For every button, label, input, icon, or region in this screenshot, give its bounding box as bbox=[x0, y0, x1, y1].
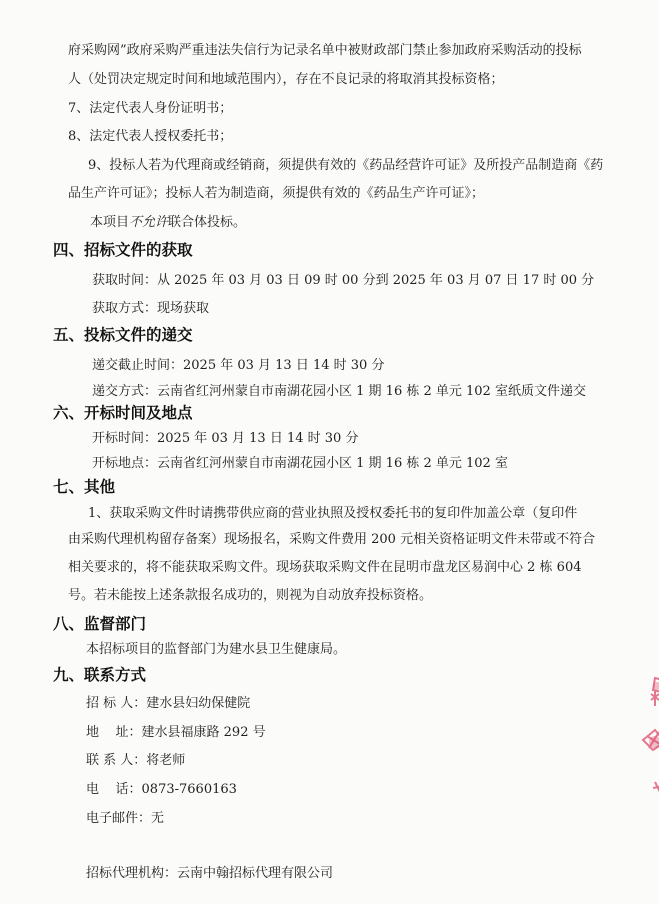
contact-label: 招 标 人： bbox=[86, 696, 147, 711]
other-line-3: 相关要求的，将不能获取采购文件。现场获取采购文件在昆明市盘龙区易润中心 2 栋 604 bbox=[68, 560, 582, 575]
section-5-heading: 五、投标文件的递交 bbox=[53, 325, 193, 344]
other-line-1: 1、获取采购文件时请携带供应商的营业执照及授权委托书的复印件加盖公章（复印件 bbox=[88, 506, 578, 521]
consortium-post: 联合体投标。 bbox=[168, 215, 247, 230]
contact-email bbox=[86, 810, 164, 828]
contact-label: 电 话： bbox=[86, 782, 142, 797]
acquisition-time: 获取时间：从 2025 年 03 月 03 日 09 时 00 分到 2025 年 03 月 07 日 17 时 00 分 bbox=[92, 273, 595, 288]
contact-person bbox=[86, 752, 185, 770]
requirement-item-9-line-2: 品生产许可证》；投标人若为制造商，须提供有效的《药品生产许可证》； bbox=[68, 186, 485, 201]
contact-value: 建水县妇幼保健院 bbox=[146, 696, 251, 711]
contact-phone bbox=[86, 781, 237, 799]
opening-place: 开标地点：云南省红河州蒙自市南湖花园小区 1 期 16 栋 2 单元 102 室 bbox=[92, 456, 508, 471]
section-6-heading: 六、开标时间及地点 bbox=[53, 403, 193, 422]
contact-value: 建水县福康路 292 号 bbox=[141, 725, 266, 740]
submission-method: 递交方式：云南省红河州蒙自市南湖花园小区 1 期 16 栋 2 单元 102 室纸质文件递交 bbox=[92, 384, 586, 399]
agency bbox=[86, 865, 333, 883]
requirement-item-7: 7、法定代表人身份证明书； bbox=[68, 101, 233, 116]
section-7-heading: 七、其他 bbox=[53, 477, 116, 496]
section-9-heading: 九、联系方式 bbox=[53, 665, 147, 684]
intro-line-1: 府采购网”政府采购严重违法失信行为记录名单中被财政部门禁止参加政府采购活动的投标 bbox=[68, 43, 582, 58]
red-seal-stamp bbox=[625, 660, 659, 810]
agency-label: 招标代理机构： bbox=[86, 866, 178, 881]
section-4-heading: 四、招标文件的获取 bbox=[53, 240, 193, 259]
section-8-heading: 八、监督部门 bbox=[53, 614, 147, 633]
contact-value: 将老师 bbox=[146, 753, 186, 768]
contact-value: 0873-7660163 bbox=[141, 782, 237, 797]
other-line-2: 由采购代理机构留存备案）现场报名，采购文件费用 200 元相关资格证明文件未带或不符合 bbox=[68, 532, 596, 547]
opening-time: 开标时间：2025 年 03 月 13 日 14 时 30 分 bbox=[92, 431, 359, 446]
consortium-emphasis: 不允许 bbox=[129, 215, 169, 230]
contact-label: 联 系 人： bbox=[86, 753, 147, 768]
contact-address bbox=[86, 724, 266, 742]
acquisition-method: 获取方式：现场获取 bbox=[92, 301, 210, 316]
submission-deadline: 递交截止时间：2025 年 03 月 13 日 14 时 30 分 bbox=[92, 358, 385, 373]
other-line-4: 号。若未能按上述条款报名成功的，则视为自动放弃投标资格。 bbox=[68, 588, 433, 603]
contact-value: 无 bbox=[151, 811, 165, 826]
intro-line-2: 人（处罚决定规定时间和地域范围内），存在不良记录的将取消其投标资格； bbox=[68, 72, 504, 87]
agency-value: 云南中翰招标代理有限公司 bbox=[177, 866, 334, 881]
consortium-note bbox=[90, 214, 246, 232]
contact-tenderer bbox=[86, 695, 250, 713]
requirement-item-9-line-1: 9、投标人若为代理商或经销商，须提供有效的《药品经营许可证》及所投产品制造商《药 bbox=[88, 158, 604, 173]
requirement-item-8: 8、法定代表人授权委托书； bbox=[68, 129, 233, 144]
contact-label: 电子邮件： bbox=[86, 811, 152, 826]
consortium-pre: 本项目 bbox=[90, 215, 130, 230]
supervision-text: 本招标项目的监督部门为建水县卫生健康局。 bbox=[86, 642, 347, 657]
contact-label: 地 址： bbox=[86, 725, 142, 740]
